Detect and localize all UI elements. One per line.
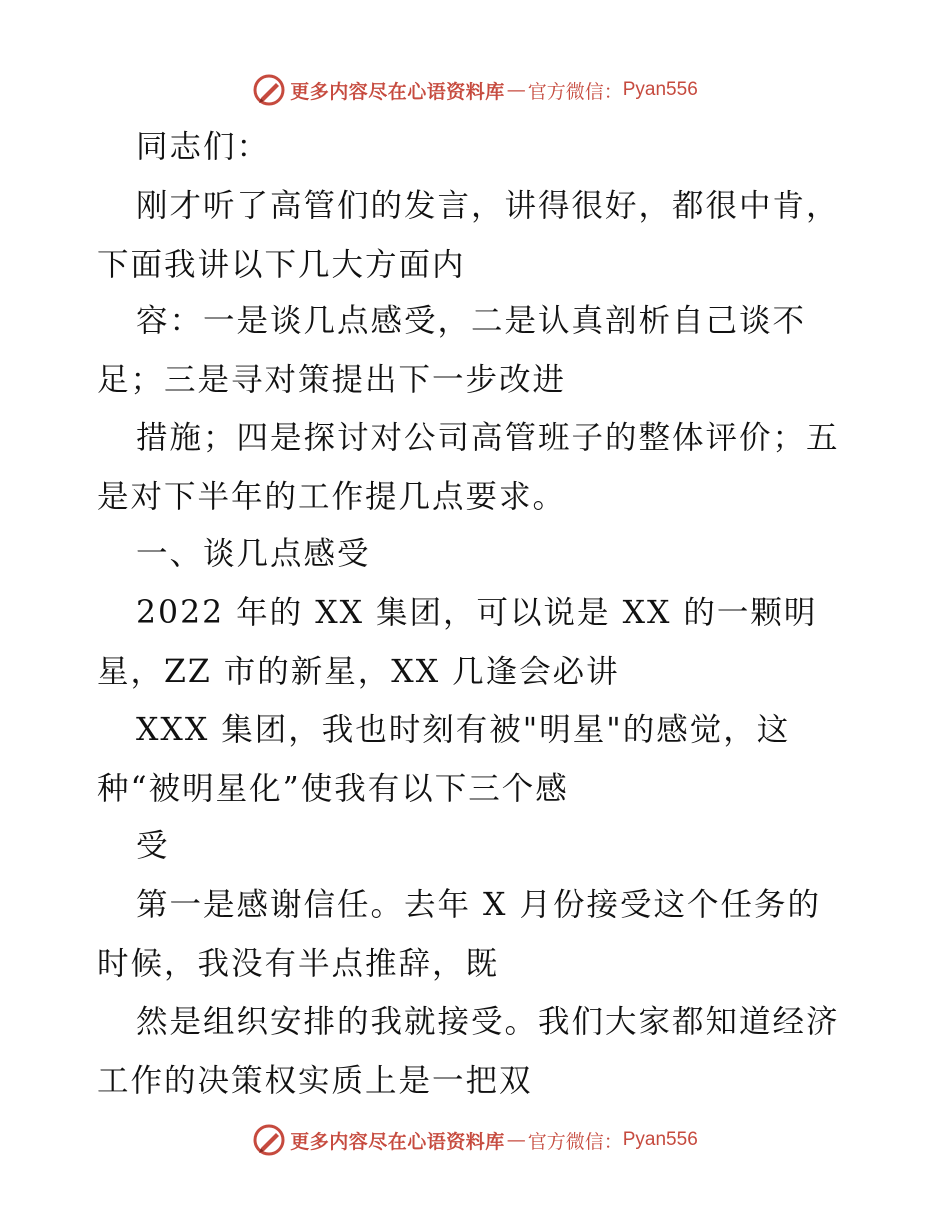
paragraph-line: 容：一是谈几点感受，二是认真剖析自己谈不 (136, 303, 807, 339)
paragraph-line: 下面我讲以下几大方面内 (97, 247, 466, 283)
paragraph-line: 工作的决策权实质上是一把双 (97, 1063, 533, 1099)
pen-logo-icon (252, 73, 286, 107)
banner-official-label: 官方微信： (527, 80, 623, 103)
banner-separator: — (506, 1129, 526, 1151)
paragraph-line: 然是组织安排的我就接受。我们大家都知道经济 (136, 1004, 840, 1040)
pen-logo-icon (252, 1123, 286, 1157)
paragraph-line: 时候，我没有半点推辞，既 (97, 946, 500, 982)
salutation: 同志们： (136, 129, 271, 165)
paragraph-line: 足；三是寻对策提出下一步改进 (97, 362, 567, 398)
banner-title: 更多内容尽在心语资料库 (290, 1130, 505, 1153)
paragraph-line: 刚才听了高管们的发言，讲得很好，都很中肯， (136, 188, 840, 224)
header-watermark (0, 70, 950, 110)
banner-title: 更多内容尽在心语资料库 (290, 80, 505, 103)
banner-wechat-id: Pyan556 (622, 1129, 698, 1150)
paragraph-line: 星，ZZ 市的新星，XX 几逢会必讲 (97, 654, 620, 690)
paragraph-line: 受 (136, 828, 170, 864)
banner-official-label: 官方微信： (527, 1130, 623, 1153)
paragraph-line: 措施；四是探讨对公司高管班子的整体评价；五 (136, 420, 840, 456)
banner-separator: — (506, 79, 526, 101)
section-heading: 一、谈几点感受 (136, 536, 371, 572)
paragraph-line: XXX 集团，我也时刻有被"明星"的感觉，这 (136, 712, 791, 748)
paragraph-line: 2022 年的 XX 集团，可以说是 XX 的一颗明 (136, 595, 818, 631)
paragraph-line: 第一是感谢信任。去年 X 月份接受这个任务的 (136, 887, 821, 923)
footer-watermark (0, 1120, 950, 1160)
paragraph-line: 种“被明星化”使我有以下三个感 (97, 771, 569, 807)
banner-wechat-id: Pyan556 (622, 79, 698, 100)
paragraph-line: 是对下半年的工作提几点要求。 (97, 479, 567, 515)
